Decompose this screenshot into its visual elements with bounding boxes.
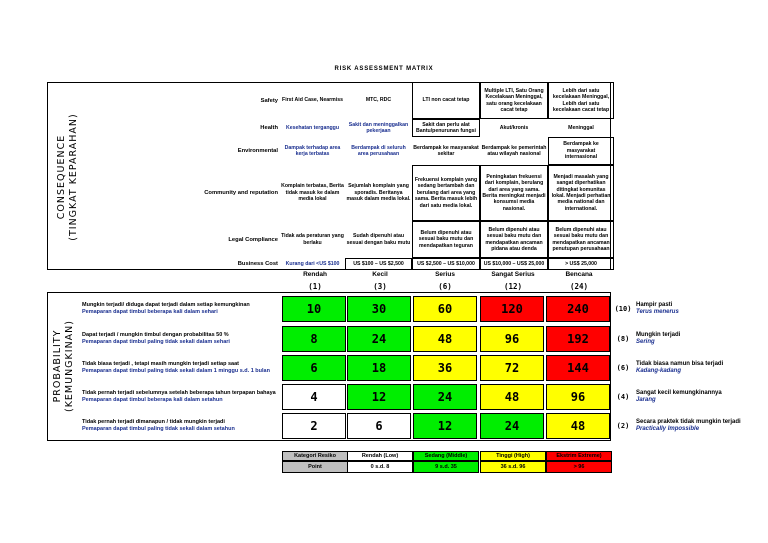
severity-value: (24)	[569, 282, 589, 291]
consequence-row-label: Legal Compliance	[228, 236, 278, 243]
risk-score-cell: 120	[480, 296, 544, 322]
consequence-cell: Sudah dipenuhi atau sesuai dengan baku mutu	[346, 233, 411, 246]
probability-description	[82, 326, 278, 352]
consequence-row-label: Community and reputation	[204, 190, 278, 196]
legend-value-cell: 9 s.d. 35	[413, 461, 479, 473]
risk-score-cell: 24	[480, 413, 544, 439]
risk-score-cell: 12	[347, 384, 411, 410]
consequence-row-label: Environmental	[237, 148, 278, 154]
consequence-cell: Peningkatan frekuensi dari komplain, berulang dari area yang sama. Berita meningkat menjadi konsumsi media nasional.	[480, 165, 548, 221]
risk-score-cell: 30	[347, 296, 411, 322]
severity-name: Kecil	[372, 271, 388, 278]
risk-score-cell: 240	[546, 296, 610, 322]
probability-level-value: (6)	[616, 364, 630, 372]
consequence-cell: Berdampak ke masyarakat sekitar	[413, 144, 479, 157]
risk-score-cell: 6	[347, 413, 411, 439]
risk-score-cell: 48	[480, 384, 544, 410]
probability-text: Tidak pernah terjadi sebelumnya setelah beberapa tahun terpapan bahaya	[82, 390, 276, 396]
consequence-cell: Kurang dari <US $100	[285, 260, 340, 267]
consequence-cell: > US$ 25,000	[548, 258, 614, 270]
risk-score-cell: 4	[282, 384, 346, 410]
consequence-cell: Tidak ada peraturan yang berlaku	[281, 233, 344, 246]
consequence-cell: MTC, RDC	[365, 97, 392, 104]
risk-score-cell: 10	[282, 296, 346, 322]
probability-level-name: Sangat kecil kemungkinannya	[636, 389, 722, 396]
consequence-cell: US $2,500 – US $10,000	[412, 258, 480, 270]
probability-level-name: Hampir pasti	[636, 301, 673, 308]
probability-level-value: (10)	[614, 305, 632, 313]
legend-header-cell: Rendah (Low)	[347, 451, 413, 461]
risk-score-cell: 48	[413, 326, 477, 352]
probability-text: Tidak biasa terjadi , tetapi masih mungkin terjadi setiap saat	[82, 361, 240, 367]
risk-score-cell: 144	[546, 355, 610, 381]
legend-header-cell: Sedang (Middle)	[413, 451, 479, 461]
legend-value-cell: 0 s.d. 8	[347, 461, 413, 473]
risk-score-cell: 24	[413, 384, 477, 410]
probability-description	[82, 413, 278, 439]
consequence-cell: US $100 – US $2,500	[345, 258, 412, 270]
legend-header-cell: Ekstrim Extreme)	[546, 451, 612, 461]
consequence-row-label: Health	[260, 125, 278, 131]
page-title: RISK ASSESSMENT MATRIX	[334, 66, 434, 72]
risk-score-cell: 96	[546, 384, 610, 410]
probability-level-description	[636, 384, 764, 410]
consequence-axis-label: CONSEQUENCE (TINGKAT KEPARAHAN)	[56, 113, 79, 241]
severity-name: Rendah	[303, 271, 327, 278]
probability-level-sub: Jarang	[636, 397, 656, 403]
consequence-cell: Berdampak ke pemerintah atau wilayah nasional	[481, 144, 547, 157]
consequence-cell: Berdampak di seluruh area perusahaan	[351, 144, 406, 157]
consequence-row-label: Business Cost	[237, 261, 278, 267]
probability-level-sub: Sering	[636, 339, 655, 345]
probability-level-description	[636, 326, 764, 352]
probability-level-sub: Kadang-kadang	[636, 368, 682, 374]
probability-exposure: Pemaparan dapat timbul paling tidak sekali dalam sehari	[82, 339, 230, 345]
consequence-cell: Frekuensi komplain yang sedang bertambah dan berulang dari area yang sama. Berita masuk lebih dari satu media lokal.	[412, 165, 480, 221]
probability-level-value: (2)	[616, 422, 630, 430]
severity-value: (3)	[373, 282, 387, 291]
consequence-cell: Sakit dan meninggalkan pekerjaan	[348, 121, 409, 134]
risk-score-cell: 18	[347, 355, 411, 381]
consequence-cell: Komplain terbatas, Berita tidak masuk ke dalam media lokal	[281, 183, 344, 203]
consequence-cell: Menjadi masalah yang sangat diperhatikan ditingkat komunitas lokal. Menjadi perhatian media national dan international.	[548, 165, 614, 221]
probability-level-value: (8)	[616, 335, 630, 343]
consequence-cell: Berdampak ke masyarakat internasional	[548, 137, 614, 165]
consequence-row-label: Safety	[260, 97, 278, 104]
probability-description	[82, 384, 278, 410]
consequence-cell: Lebih dari satu kecelakaan Meninggal, Lebih dari satu kecelakaan cacat tetap	[548, 82, 614, 119]
probability-exposure: Pemaparan dapat timbul paling tidak sekali dalam setahun	[82, 426, 235, 432]
probability-text: Tidak pernah terjadi dimanapun / tidak mungkin terjadi	[82, 419, 225, 425]
legend-header-cell: Kategori Resiko	[282, 451, 348, 461]
consequence-cell: Meninggal	[568, 124, 594, 131]
probability-description	[82, 296, 278, 322]
risk-score-cell: 72	[480, 355, 544, 381]
risk-score-cell: 96	[480, 326, 544, 352]
severity-value: (6)	[438, 282, 452, 291]
risk-score-cell: 36	[413, 355, 477, 381]
severity-name: Serius	[435, 271, 455, 278]
consequence-cell: Belum dipenuhi atau sesuai baku mutu dan mendapatkan teguran	[412, 221, 480, 258]
risk-score-cell: 24	[347, 326, 411, 352]
risk-score-cell: 8	[282, 326, 346, 352]
consequence-cell: Dampak terhadap area kerja terbatas	[284, 144, 341, 157]
consequence-cell: Akut/kronis	[499, 124, 529, 131]
risk-score-cell: 192	[546, 326, 610, 352]
risk-score-cell: 6	[282, 355, 346, 381]
consequence-cell: Sejumlah komplain yang sporadis. Beritanya masuk dalam media lokal.	[346, 183, 411, 203]
probability-level-description	[636, 296, 764, 322]
consequence-cell: Belum dipenuhi atau sesuai baku mutu dan mendapatkan ancaman penutupan perusahaan	[548, 221, 614, 258]
probability-text: Dapat terjadi / mungkin timbul dengan probabilitas 50 %	[82, 332, 229, 338]
consequence-cell: Sakit dan perlu alat Bantu/penurunan fungsi	[412, 119, 480, 137]
legend-value-cell: > 96	[546, 461, 612, 473]
consequence-cell: LTI non cacat tetap	[412, 82, 480, 119]
probability-description	[82, 355, 278, 381]
consequence-cell: Multiple LTI, Satu Orang Kecelakaan Meninggal, satu orang kecelakaan cacat tetap	[480, 82, 548, 119]
probability-exposure: Pemaparan dapat timbul paling tidak sekali dalam 1 minggu s.d. 1 bulan	[82, 368, 270, 374]
probability-level-description	[636, 355, 764, 381]
consequence-cell: US $10,000 – US$ 25,000	[480, 258, 548, 270]
severity-name: Bencana	[565, 271, 593, 278]
severity-value: (1)	[308, 282, 322, 291]
risk-score-cell: 2	[282, 413, 346, 439]
severity-value: (12)	[503, 282, 523, 291]
probability-text: Mungkin terjadi/ diduga dapat terjadi dalam setiap kemungkinan	[82, 302, 250, 308]
probability-exposure: Pemaparan dapat timbul beberapa kali dalam setahun	[82, 397, 223, 403]
risk-score-cell: 12	[413, 413, 477, 439]
probability-level-description	[636, 413, 764, 439]
probability-axis-label: PROBABILITY (KEMUNGKINAN)	[52, 320, 75, 413]
probability-level-value: (4)	[616, 393, 630, 401]
risk-score-cell: 48	[546, 413, 610, 439]
consequence-cell: First Aid Case, Nearmiss	[282, 97, 343, 104]
probability-level-name: Mungkin terjadi	[636, 331, 681, 338]
consequence-cell: Belum dipenuhi atau sesuai baku mutu dan mendapatkan ancaman pidana atau denda	[480, 221, 548, 258]
legend-value-cell: Point	[282, 461, 348, 473]
legend-value-cell: 36 s.d. 96	[480, 461, 546, 473]
probability-level-sub: Terus menerus	[636, 309, 679, 315]
probability-level-name: Secara praktek tidak mungkin terjadi	[636, 418, 741, 425]
risk-score-cell: 60	[413, 296, 477, 322]
legend-header-cell: Tinggi (High)	[480, 451, 546, 461]
probability-level-name: Tidak biasa namun bisa terjadi	[636, 360, 724, 367]
probability-exposure: Pemaparan dapat timbul beberapa kali dalam sehari	[82, 309, 218, 315]
probability-level-sub: Practically Impossible	[636, 426, 700, 432]
consequence-cell: Kesehatan terganggu	[285, 124, 340, 131]
severity-name: Sangat Serius	[491, 271, 535, 278]
